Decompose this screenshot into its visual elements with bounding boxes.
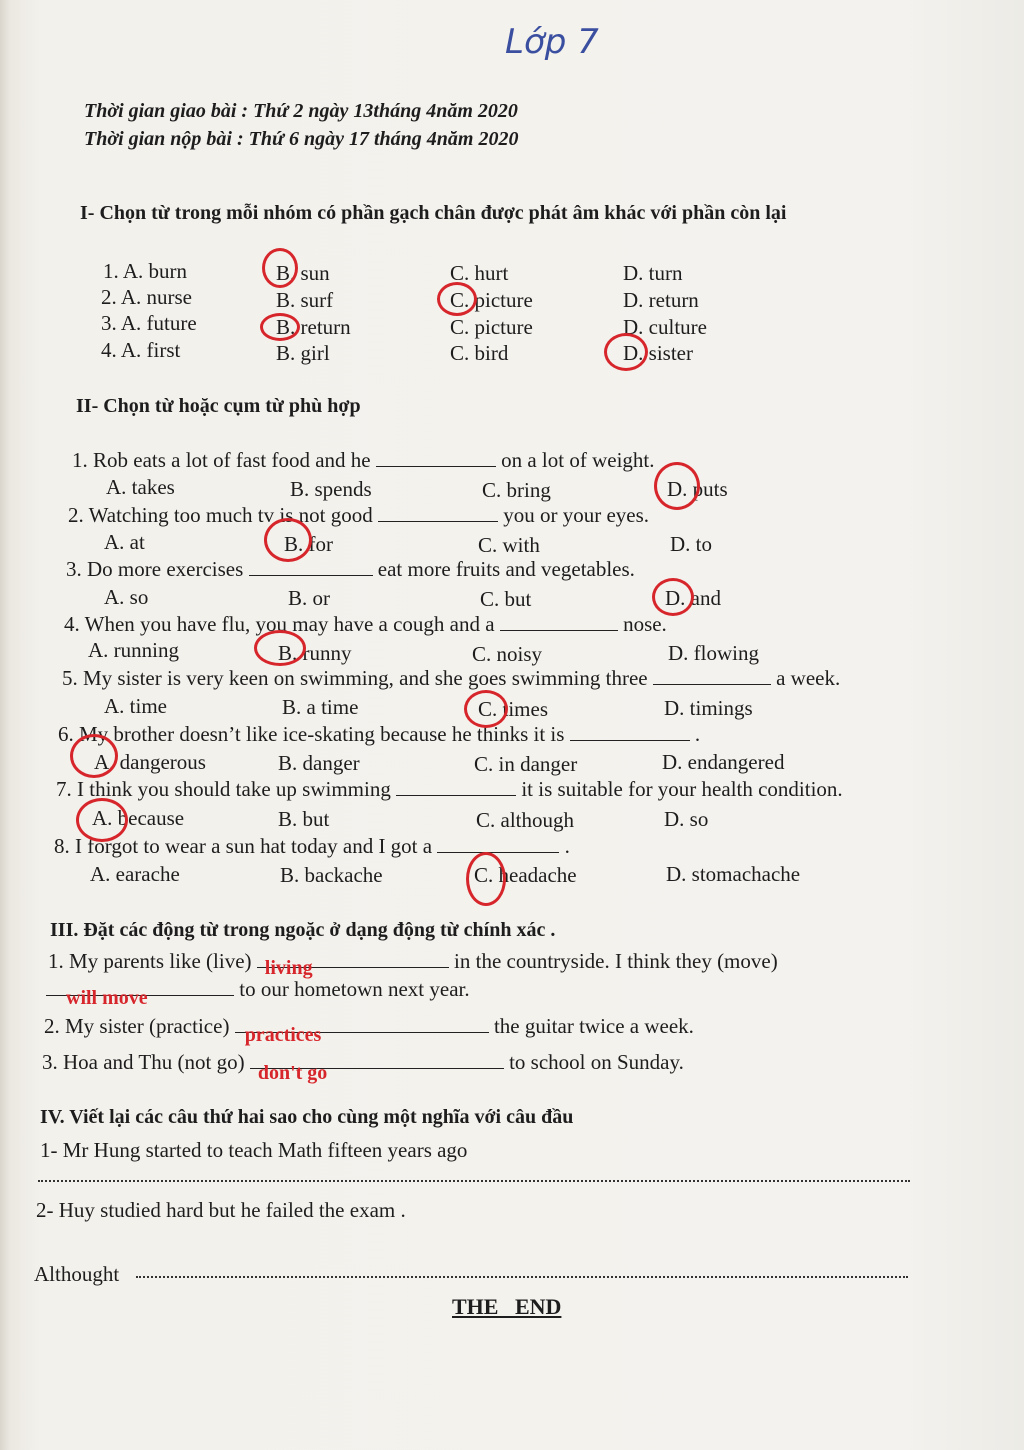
q6-opt-a: A. dangerous xyxy=(94,750,206,774)
s1-r1-a: 1. A. burn xyxy=(103,259,187,283)
q4-blank[interactable] xyxy=(500,630,618,631)
q2-stem-a: 2. Watching too much tv is not good xyxy=(68,503,373,527)
q1-stem-a: 1. Rob eats a lot of fast food and he xyxy=(72,448,371,472)
s1-r2-a: 2. A. nurse xyxy=(101,285,192,309)
q1-opt-b: B. spends xyxy=(290,477,372,501)
s3-s1-end: to our hometown next year. xyxy=(239,977,470,1001)
section1-heading: I- Chọn từ trong mỗi nhóm có phần gạch chân được phát âm khác với phần còn lại xyxy=(80,202,787,224)
q6-opt-d: D. endangered xyxy=(662,750,785,774)
q8-opt-d: D. stomachache xyxy=(666,862,801,886)
answer-circle xyxy=(464,690,508,728)
q7-stem xyxy=(56,777,843,802)
s3-s1c-blank[interactable] xyxy=(46,987,234,1009)
q8-stem-a: 8. I forgot to wear a sun hat today and I got a xyxy=(54,834,433,858)
q3-opt-a: A. so xyxy=(104,585,149,609)
q1-stem-b: on a lot of weight. xyxy=(501,448,655,472)
q3-blank[interactable] xyxy=(249,575,373,576)
q2-opt-b: B. for xyxy=(284,532,333,556)
s3-s3-start: 3. Hoa and Thu (not go) xyxy=(42,1050,245,1074)
q7-stem-a: 7. I think you should take up swimming xyxy=(56,777,391,801)
q1-opt-a: A. takes xyxy=(106,475,175,499)
s3-line1 xyxy=(48,949,778,979)
q4-stem-b: nose. xyxy=(623,612,667,636)
answer-circle xyxy=(262,248,298,288)
q8-blank[interactable] xyxy=(437,852,559,853)
q6-opt-c: C. in danger xyxy=(474,752,578,776)
section3-heading: III. Đặt các động từ trong ngoặc ở dạng động từ chính xác . xyxy=(50,919,556,941)
q2-opt-c: C. with xyxy=(478,533,540,557)
s3-s1-start: 1. My parents like (live) xyxy=(48,949,252,973)
s3-s1-middle: in the countryside. I think they (move) xyxy=(454,949,778,973)
s3-s1-blank[interactable] xyxy=(257,957,449,979)
q3-opt-c: C. but xyxy=(480,587,532,611)
answer-circle xyxy=(254,630,306,666)
s1-r1-d: D. turn xyxy=(623,261,683,285)
assigned-date: Thời gian giao bài : Thứ 2 ngày 13tháng 4năm 2020 xyxy=(84,100,518,122)
s1-r3-a: 3. A. future xyxy=(101,311,197,335)
q3-stem-b: eat more fruits and vegetables. xyxy=(377,557,635,581)
section4-heading: IV. Viết lại các câu thứ hai sao cho cùng một nghĩa với câu đầu xyxy=(40,1106,574,1128)
s1-r1-b: B. sun xyxy=(276,261,330,285)
q5-opt-b: B. a time xyxy=(282,695,359,719)
answer-circle xyxy=(264,518,312,562)
answer-circle xyxy=(466,852,506,906)
q2-blank[interactable] xyxy=(378,521,498,522)
s3-s1c-answer: will move xyxy=(66,987,148,1009)
q5-opt-d: D. timings xyxy=(664,696,753,720)
q3-stem-a: 3. Do more exercises xyxy=(66,557,244,581)
q4-opt-b: B. runny xyxy=(278,641,352,665)
s3-s3-blank[interactable] xyxy=(250,1062,504,1084)
s1-r1-c: C. hurt xyxy=(450,261,509,285)
q3-stem xyxy=(66,557,635,582)
q7-opt-b: B. but xyxy=(278,807,330,831)
q5-opt-a: A. time xyxy=(104,694,167,718)
answer-circle xyxy=(652,578,694,616)
q8-opt-b: B. backache xyxy=(280,863,383,887)
q5-blank[interactable] xyxy=(653,684,771,685)
q5-stem-a: 5. My sister is very keen on swimming, and she goes swimming three xyxy=(62,666,648,690)
q6-blank[interactable] xyxy=(570,740,690,741)
q5-stem xyxy=(62,666,840,691)
s1-r3-d: D. culture xyxy=(623,315,707,339)
q1-blank[interactable] xyxy=(376,466,496,467)
q2-opt-d: D. to xyxy=(670,532,712,556)
s3-s3-answer: don't go xyxy=(257,1062,328,1084)
s4-q2: 2- Huy studied hard but he failed the exam . xyxy=(36,1198,406,1222)
q6-stem-b: . xyxy=(694,722,701,746)
q5-stem-b: a week. xyxy=(776,666,841,690)
answer-circle xyxy=(70,734,118,778)
q7-blank[interactable] xyxy=(396,795,516,796)
s3-s3-end: to school on Sunday. xyxy=(509,1050,684,1074)
answer-circle xyxy=(604,333,648,371)
class-title: Lớp 7 xyxy=(505,22,599,62)
q2-stem xyxy=(68,503,649,528)
s1-r4-c: C. bird xyxy=(450,341,509,365)
q3-opt-d: D. and xyxy=(665,586,721,610)
q1-stem xyxy=(72,448,654,473)
q6-opt-b: B. danger xyxy=(278,751,360,775)
q4-stem-a: 4. When you have flu, you may have a cough and a xyxy=(64,612,495,636)
s3-s2-blank[interactable] xyxy=(235,1024,489,1046)
q1-opt-c: C. bring xyxy=(482,478,551,502)
q8-stem-b: . xyxy=(564,834,570,858)
q7-opt-a: A. because xyxy=(92,806,185,830)
q4-opt-c: C. noisy xyxy=(472,642,543,666)
q2-stem-b: you or your eyes. xyxy=(503,503,650,527)
q7-opt-d: D. so xyxy=(664,807,709,831)
s3-s2-answer: practices xyxy=(244,1024,322,1046)
s4-q1-answer-line[interactable] xyxy=(38,1180,910,1182)
s4-q1: 1- Mr Hung started to teach Math fifteen years ago xyxy=(40,1138,468,1162)
s4-q2-start: Althought xyxy=(34,1262,120,1286)
answer-circle xyxy=(260,313,300,341)
s1-r2-b: B. surf xyxy=(276,288,334,312)
q5-opt-c: C. times xyxy=(478,697,549,721)
q4-opt-d: D. flowing xyxy=(668,641,759,665)
s1-r3-b: B. return xyxy=(276,315,351,339)
q4-stem xyxy=(64,612,667,637)
s1-r4-d: D. sister xyxy=(623,341,693,365)
s3-line3 xyxy=(44,1014,694,1046)
q8-opt-c: C. headache xyxy=(474,863,577,887)
q3-opt-b: B. or xyxy=(288,586,330,610)
due-date: Thời gian nộp bài : Thứ 6 ngày 17 tháng 4năm 2020 xyxy=(84,128,519,150)
q1-opt-d: D. puts xyxy=(667,477,728,501)
answer-circle xyxy=(76,798,128,842)
the-end: THE END xyxy=(452,1294,562,1319)
s1-r2-d: D. return xyxy=(623,288,699,312)
q7-opt-c: C. although xyxy=(476,808,574,832)
q4-opt-a: A. running xyxy=(88,638,179,662)
s3-line2 xyxy=(46,977,470,1009)
q6-stem-a: 6. My brother doesn’t like ice-skating because he thinks it is xyxy=(58,722,565,746)
section2-heading: II- Chọn từ hoặc cụm từ phù hợp xyxy=(76,395,361,417)
s1-r2-c: C. picture xyxy=(450,288,533,312)
s3-line4 xyxy=(42,1050,684,1084)
q6-stem xyxy=(58,722,700,747)
s3-s1-answer: living xyxy=(264,957,313,979)
s3-s2-end: the guitar twice a week. xyxy=(493,1014,694,1038)
s1-r3-c: C. picture xyxy=(450,315,533,339)
answer-circle xyxy=(437,282,477,316)
q8-opt-a: A. earache xyxy=(90,862,180,886)
q2-opt-a: A. at xyxy=(104,530,145,554)
s1-r4-b: B. girl xyxy=(276,341,330,365)
s1-r4-a: 4. A. first xyxy=(101,338,181,362)
s4-q2-answer-line[interactable] xyxy=(136,1276,908,1278)
q7-stem-b: it is suitable for your health condition. xyxy=(521,777,843,801)
answer-circle xyxy=(654,462,700,510)
s3-s2-start: 2. My sister (practice) xyxy=(44,1014,230,1038)
